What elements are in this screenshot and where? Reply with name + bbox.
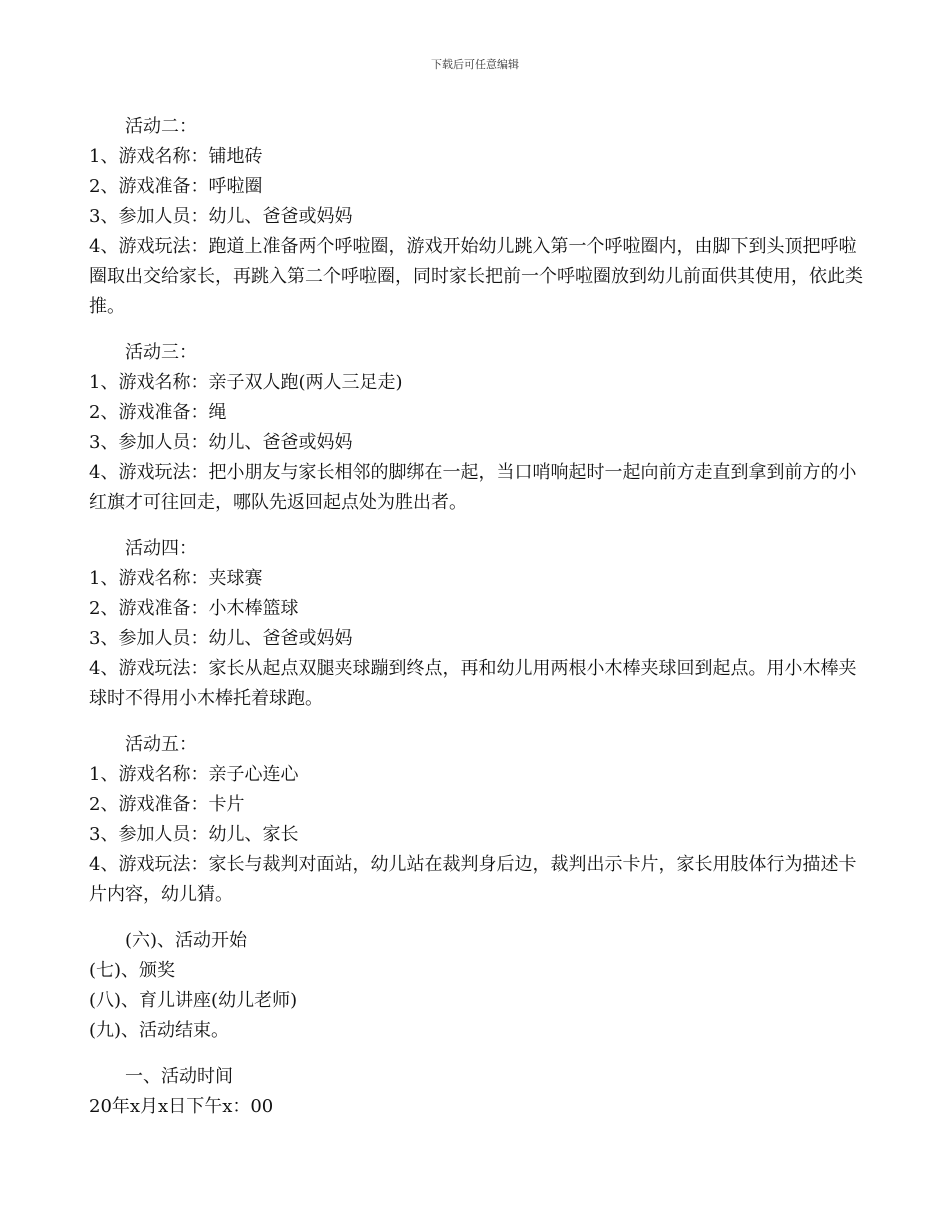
time-heading: 一、活动时间: [125, 1066, 233, 1087]
event-time: [89, 1062, 869, 1122]
game-prep: 2、游戏准备：呼啦圈: [89, 176, 263, 197]
step-six: (六)、活动开始: [125, 930, 248, 951]
game-prep: 2、游戏准备：卡片: [89, 794, 245, 815]
activity-four: [89, 534, 869, 714]
activity-two: [89, 112, 869, 322]
game-name: 1、游戏名称：亲子双人跑(两人三足走): [89, 372, 403, 393]
page-header: 下载后可任意编辑: [431, 58, 519, 71]
step-seven: (七)、颁奖: [89, 960, 176, 981]
game-name: 1、游戏名称：铺地砖: [89, 146, 263, 167]
game-participants: 3、参加人员：幼儿、爸爸或妈妈: [89, 628, 353, 649]
game-prep: 2、游戏准备：绳: [89, 402, 227, 423]
activity-title: 活动四：: [125, 538, 197, 559]
game-rules: 4、游戏玩法：家长与裁判对面站，幼儿站在裁判身后边，裁判出示卡片，家长用肢体行为描述卡片内容，幼儿猜。: [89, 854, 857, 905]
game-rules: 4、游戏玩法：跑道上准备两个呼啦圈，游戏开始幼儿跳入第一个呼啦圈内，由脚下到头顶把呼啦圈取出交给家长，再跳入第二个呼啦圈，同时家长把前一个呼啦圈放到幼儿前面供其使用，依此类推。: [89, 236, 863, 317]
activity-title: 活动三：: [125, 342, 197, 363]
game-name: 1、游戏名称：夹球赛: [89, 568, 263, 589]
event-steps: [89, 926, 869, 1046]
game-participants: 3、参加人员：幼儿、家长: [89, 824, 299, 845]
step-nine: (九)、活动结束。: [89, 1020, 230, 1041]
game-participants: 3、参加人员：幼儿、爸爸或妈妈: [89, 206, 353, 227]
step-eight: (八)、育儿讲座(幼儿老师): [89, 990, 298, 1011]
game-rules: 4、游戏玩法：家长从起点双腿夹球蹦到终点，再和幼儿用两根小木棒夹球回到起点。用小木棒夹球时不得用小木棒托着球跑。: [89, 658, 857, 709]
game-prep: 2、游戏准备：小木棒篮球: [89, 598, 299, 619]
activity-title: 活动五：: [125, 734, 197, 755]
time-value: 20年x月x日下午x：00: [89, 1096, 274, 1117]
game-participants: 3、参加人员：幼儿、爸爸或妈妈: [89, 432, 353, 453]
document-body: [89, 112, 869, 1122]
activity-five: [89, 730, 869, 910]
game-name: 1、游戏名称：亲子心连心: [89, 764, 299, 785]
activity-title: 活动二：: [125, 116, 197, 137]
activity-three: [89, 338, 869, 518]
game-rules: 4、游戏玩法：把小朋友与家长相邻的脚绑在一起，当口哨响起时一起向前方走直到拿到前方的小红旗才可往回走，哪队先返回起点处为胜出者。: [89, 462, 857, 513]
